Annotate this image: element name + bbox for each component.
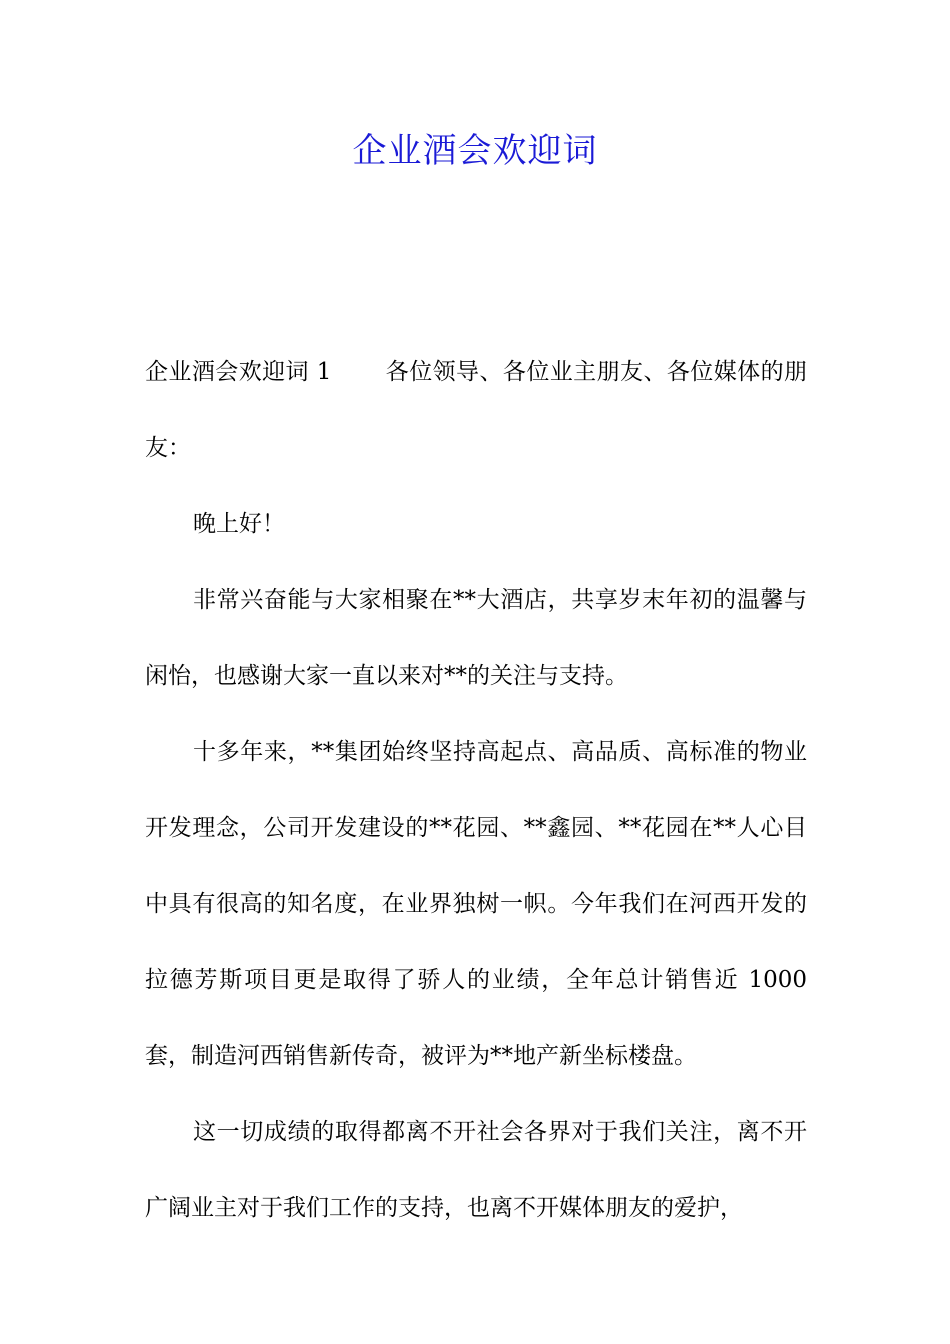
salutation: 各位领导、各位业主朋友、各位媒体的朋友： (145, 359, 807, 461)
paragraph-greeting: 晚上好！ (193, 511, 285, 537)
paragraph-achievements: 十多年来，**集团始终坚持高起点、高品质、高标准的物业开发理念，公司开发建设的**花园、**鑫园、**花园在**人心目中具有很高的知名度，在业界独树一帜。今年我们在河西开发的拉德芳斯项目更是取得了骄人的业绩，全年总计销售近 1000 套，制造河西销售新传奇，被评为**地产新坐标楼盘。 (145, 739, 807, 1069)
opening-paragraph (145, 334, 807, 486)
document-body (145, 334, 807, 1246)
paragraph-welcome: 非常兴奋能与大家相聚在**大酒店，共享岁末年初的温馨与闲怡，也感谢大家一直以来对**的关注与支持。 (145, 587, 807, 689)
paragraph-thanks: 这一切成绩的取得都离不开社会各界对于我们关注，离不开广阔业主对于我们工作的支持，也离不开媒体朋友的爱护， (145, 1119, 807, 1221)
inline-heading: 企业酒会欢迎词 1 (145, 359, 332, 385)
document-title: 企业酒会欢迎词 (352, 131, 598, 171)
